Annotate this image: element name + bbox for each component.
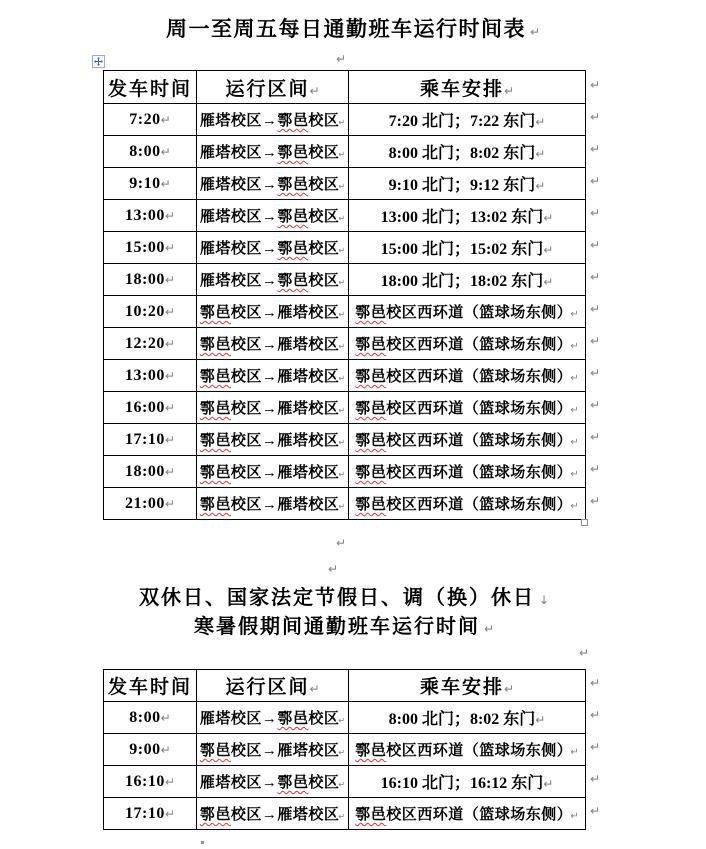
schedule-row (104, 200, 586, 232)
departure-time-cell: 9:10↵ (104, 168, 197, 200)
misspelled-word: 鄠邑 (355, 433, 387, 449)
route-cell: 雁塔校区→鄠邑校区↵ (197, 702, 349, 734)
end-of-cell-mark: ↵ (338, 780, 346, 789)
boarding-cell: 16:10 北门；16:12 东门↵ (349, 766, 586, 798)
end-of-cell-mark: ↵ (503, 682, 515, 696)
empty-paragraph-mark: ↵ (579, 646, 590, 660)
misspelled-word: 鄠邑 (355, 497, 387, 513)
schedule-row (104, 104, 586, 136)
end-of-cell-mark: ↵ (164, 240, 175, 255)
departure-time-cell: 10:20↵ (104, 296, 197, 328)
misspelled-word: 鄠邑 (277, 209, 309, 225)
departure-time-cell: 13:00↵ (104, 360, 197, 392)
end-of-cell-mark: ↵ (338, 150, 346, 159)
end-of-cell-mark: ↵ (164, 304, 175, 319)
boarding-cell: 鄠邑校区西环道（篮球场东侧）↵ (349, 296, 586, 328)
route-cell: 鄠邑校区→雁塔校区↵ (197, 488, 349, 520)
schedule-row (104, 734, 586, 766)
schedule-row (104, 264, 586, 296)
line-break-mark: ↓ (538, 593, 550, 607)
misspelled-word: 鄠邑 (355, 305, 387, 321)
misspelled-word: 鄠邑 (277, 145, 309, 161)
end-of-cell-mark: ↵ (309, 83, 320, 98)
end-of-cell-mark: ↵ (164, 336, 175, 351)
end-of-cell-mark: ↵ (338, 310, 346, 319)
end-of-cell-mark: ↵ (535, 179, 546, 193)
end-of-cell-mark: ↵ (164, 464, 175, 479)
departure-time-cell: 7:20↵ (104, 104, 197, 136)
misspelled-word: 鄠邑 (199, 401, 231, 417)
clipped-paragraph-mark (201, 841, 204, 844)
empty-paragraph-mark: ↵ (336, 52, 347, 66)
end-of-cell-mark: ↵ (164, 806, 175, 821)
end-of-cell-mark: ↵ (164, 774, 175, 789)
end-of-row-mark: ↵ (590, 174, 601, 188)
column-header-time: 发车时间 (104, 71, 197, 104)
end-of-cell-mark: ↵ (570, 811, 579, 822)
departure-time-cell: 12:20↵ (104, 328, 197, 360)
route-cell: 鄠邑校区→雁塔校区↵ (197, 734, 349, 766)
end-of-row-mark: ↵ (590, 804, 601, 818)
route-cell: 雁塔校区→鄠邑校区↵ (197, 136, 349, 168)
end-of-cell-mark: ↵ (503, 83, 515, 98)
route-cell: 鄠邑校区→雁塔校区↵ (197, 424, 349, 456)
column-header-boarding: 乘车安排↵ (349, 71, 586, 104)
end-of-cell-mark: ↵ (535, 115, 546, 129)
schedule-row (104, 488, 586, 520)
route-cell: 鄠邑校区→雁塔校区↵ (197, 392, 349, 424)
empty-paragraph-mark: ↵ (336, 536, 347, 550)
end-of-row-mark: ↵ (590, 110, 601, 124)
schedule-row (104, 798, 586, 830)
boarding-cell: 8:00 北门；8:02 东门↵ (349, 136, 586, 168)
boarding-cell: 鄠邑校区西环道（篮球场东侧）↵ (349, 734, 586, 766)
schedule-row (104, 168, 586, 200)
end-of-cell-mark: ↵ (160, 742, 171, 757)
end-of-cell-mark: ↵ (164, 432, 175, 447)
departure-time-cell: 18:00↵ (104, 456, 197, 488)
weekday-schedule-title (0, 16, 706, 42)
departure-time-cell: 18:00↵ (104, 264, 197, 296)
end-of-cell-mark: ↵ (338, 278, 346, 287)
route-cell: 鄠邑校区→雁塔校区↵ (197, 360, 349, 392)
end-of-cell-mark: ↵ (309, 682, 320, 696)
end-of-cell-mark: ↵ (570, 501, 579, 512)
route-cell: 鄠邑校区→雁塔校区↵ (197, 296, 349, 328)
empty-paragraph-mark: ↵ (328, 562, 339, 576)
end-of-cell-mark: ↵ (338, 182, 346, 191)
misspelled-word: 鄠邑 (277, 273, 309, 289)
end-of-cell-mark: ↵ (338, 118, 346, 127)
departure-time-cell: 8:00↵ (104, 702, 197, 734)
end-of-cell-mark: ↵ (164, 400, 175, 415)
end-of-cell-mark: ↵ (338, 438, 346, 447)
end-of-cell-mark: ↵ (338, 812, 346, 821)
end-of-cell-mark: ↵ (160, 710, 171, 725)
header-row (104, 71, 586, 104)
end-of-cell-mark: ↵ (570, 437, 579, 448)
departure-time-cell: 16:00↵ (104, 392, 197, 424)
departure-time-cell: 17:10↵ (104, 424, 197, 456)
misspelled-word: 鄠邑 (355, 369, 387, 385)
route-cell: 雁塔校区→鄠邑校区↵ (197, 766, 349, 798)
end-of-cell-mark: ↵ (338, 748, 346, 757)
boarding-cell: 鄠邑校区西环道（篮球场东侧）↵ (349, 488, 586, 520)
departure-time-cell: 9:00↵ (104, 734, 197, 766)
end-of-cell-mark: ↵ (160, 112, 171, 127)
misspelled-word: 鄠邑 (199, 743, 231, 759)
misspelled-word: 鄠邑 (355, 401, 387, 417)
misspelled-word: 鄠邑 (199, 305, 231, 321)
end-of-row-mark: ↵ (590, 740, 601, 754)
end-of-cell-mark: ↵ (164, 496, 175, 511)
end-of-cell-mark: ↵ (338, 374, 346, 383)
end-of-cell-mark: ↵ (338, 246, 346, 255)
misspelled-word: 鄠邑 (199, 433, 231, 449)
schedule-row (104, 766, 586, 798)
column-header-route: 运行区间↵ (197, 71, 349, 104)
schedule-row (104, 136, 586, 168)
boarding-cell: 9:10 北门；9:12 东门↵ (349, 168, 586, 200)
holiday-schedule-table (103, 669, 603, 830)
end-of-row-mark: ↵ (590, 206, 601, 220)
route-cell: 雁塔校区→鄠邑校区↵ (197, 200, 349, 232)
misspelled-word: 鄠邑 (277, 241, 309, 257)
departure-time-cell: 13:00↵ (104, 200, 197, 232)
boarding-cell: 18:00 北门；18:02 东门↵ (349, 264, 586, 296)
end-of-cell-mark: ↵ (160, 176, 171, 191)
end-of-cell-mark: ↵ (338, 342, 346, 351)
holiday-title-line2-text: 寒暑假期间通勤班车运行时间 (193, 616, 480, 638)
end-of-cell-mark: ↵ (164, 208, 175, 223)
holiday-title-line1 (0, 584, 688, 613)
boarding-cell: 鄠邑校区西环道（篮球场东侧）↵ (349, 328, 586, 360)
misspelled-word: 鄠邑 (199, 465, 231, 481)
holiday-schedule-title (0, 584, 688, 642)
end-of-row-mark: ↵ (590, 302, 601, 316)
misspelled-word: 鄠邑 (355, 807, 387, 823)
end-of-cell-mark: ↵ (570, 373, 579, 384)
column-header-route: 运行区间↵ (197, 670, 349, 702)
end-of-cell-mark: ↵ (570, 341, 579, 352)
misspelled-word: 鄠邑 (199, 369, 231, 385)
end-of-cell-mark: ↵ (543, 243, 554, 257)
end-of-row-mark: ↵ (590, 494, 601, 508)
end-of-row-mark: ↵ (590, 270, 601, 284)
end-of-cell-mark: ↵ (164, 272, 175, 287)
schedule-row (104, 232, 586, 264)
end-of-cell-mark: ↵ (570, 309, 579, 320)
boarding-cell: 7:20 北门；7:22 东门↵ (349, 104, 586, 136)
schedule-row (104, 328, 586, 360)
schedule-table (103, 70, 586, 520)
end-of-cell-mark: ↵ (543, 275, 554, 289)
header-row (104, 670, 586, 702)
table-resize-handle[interactable] (581, 519, 588, 526)
end-of-cell-mark: ↵ (160, 144, 171, 159)
misspelled-word: 鄠邑 (277, 177, 309, 193)
holiday-title-line1-text: 双休日、国家法定节假日、调（换）休日 (138, 587, 535, 609)
end-of-cell-mark: ↵ (570, 405, 579, 416)
end-of-cell-mark: ↵ (338, 470, 346, 479)
end-of-cell-mark: ↵ (164, 368, 175, 383)
weekday-schedule-title-text: 周一至周五每日通勤班车运行时间表 (165, 17, 526, 41)
boarding-cell: 8:00 北门；8:02 东门↵ (349, 702, 586, 734)
schedule-row (104, 360, 586, 392)
end-of-row-mark: ↵ (590, 772, 601, 786)
schedule-row (104, 392, 586, 424)
misspelled-word: 鄠邑 (277, 775, 309, 791)
end-of-cell-mark: ↵ (543, 777, 554, 791)
end-of-cell-mark: ↵ (338, 502, 346, 511)
end-of-row-mark: ↵ (590, 238, 601, 252)
column-header-time: 发车时间 (104, 670, 197, 702)
end-of-row-mark: ↵ (590, 334, 601, 348)
end-of-cell-mark: ↵ (535, 147, 546, 161)
end-of-row-mark: ↵ (590, 398, 601, 412)
departure-time-cell: 8:00↵ (104, 136, 197, 168)
end-of-row-mark: ↵ (590, 77, 601, 92)
end-of-cell-mark: ↵ (543, 211, 554, 225)
departure-time-cell: 15:00↵ (104, 232, 197, 264)
paragraph-mark: ↵ (483, 622, 495, 636)
schedule-row (104, 424, 586, 456)
misspelled-word: 鄠邑 (277, 711, 309, 727)
end-of-cell-mark: ↵ (535, 713, 546, 727)
departure-time-cell: 17:10↵ (104, 798, 197, 830)
boarding-cell: 鄠邑校区西环道（篮球场东侧）↵ (349, 392, 586, 424)
departure-time-cell: 16:10↵ (104, 766, 197, 798)
column-header-boarding: 乘车安排↵ (349, 670, 586, 702)
move-arrows-icon (94, 57, 103, 66)
departure-time-cell: 21:00↵ (104, 488, 197, 520)
boarding-cell: 13:00 北门；13:02 东门↵ (349, 200, 586, 232)
end-of-row-mark: ↵ (590, 142, 601, 156)
route-cell: 鄠邑校区→雁塔校区↵ (197, 456, 349, 488)
misspelled-word: 鄠邑 (199, 337, 231, 353)
route-cell: 鄠邑校区→雁塔校区↵ (197, 798, 349, 830)
route-cell: 雁塔校区→鄠邑校区↵ (197, 168, 349, 200)
route-cell: 雁塔校区→鄠邑校区↵ (197, 264, 349, 296)
schedule-table (103, 669, 586, 830)
end-of-row-mark: ↵ (590, 676, 601, 690)
end-of-cell-mark: ↵ (570, 747, 579, 758)
misspelled-word: 鄠邑 (355, 337, 387, 353)
end-of-row-mark: ↵ (590, 366, 601, 380)
end-of-row-mark: ↵ (590, 430, 601, 444)
boarding-cell: 鄠邑校区西环道（篮球场东侧）↵ (349, 424, 586, 456)
misspelled-word: 鄠邑 (277, 113, 309, 129)
route-cell: 雁塔校区→鄠邑校区↵ (197, 104, 349, 136)
route-cell: 雁塔校区→鄠邑校区↵ (197, 232, 349, 264)
route-cell: 鄠邑校区→雁塔校区↵ (197, 328, 349, 360)
table-move-handle[interactable] (92, 55, 105, 68)
misspelled-word: 鄠邑 (199, 807, 231, 823)
holiday-title-line2 (0, 613, 688, 642)
schedule-row (104, 456, 586, 488)
end-of-row-mark: ↵ (590, 708, 601, 722)
end-of-cell-mark: ↵ (338, 716, 346, 725)
misspelled-word: 鄠邑 (355, 465, 387, 481)
end-of-cell-mark: ↵ (338, 214, 346, 223)
boarding-cell: 鄠邑校区西环道（篮球场东侧）↵ (349, 360, 586, 392)
misspelled-word: 鄠邑 (355, 743, 387, 759)
boarding-cell: 鄠邑校区西环道（篮球场东侧）↵ (349, 456, 586, 488)
boarding-cell: 15:00 北门；15:02 东门↵ (349, 232, 586, 264)
schedule-row (104, 296, 586, 328)
paragraph-mark: ↵ (529, 25, 541, 39)
boarding-cell: 鄠邑校区西环道（篮球场东侧）↵ (349, 798, 586, 830)
misspelled-word: 鄠邑 (199, 497, 231, 513)
end-of-cell-mark: ↵ (570, 469, 579, 480)
end-of-row-mark: ↵ (590, 462, 601, 476)
schedule-row (104, 702, 586, 734)
end-of-cell-mark: ↵ (338, 406, 346, 415)
weekday-schedule-table (103, 70, 603, 520)
